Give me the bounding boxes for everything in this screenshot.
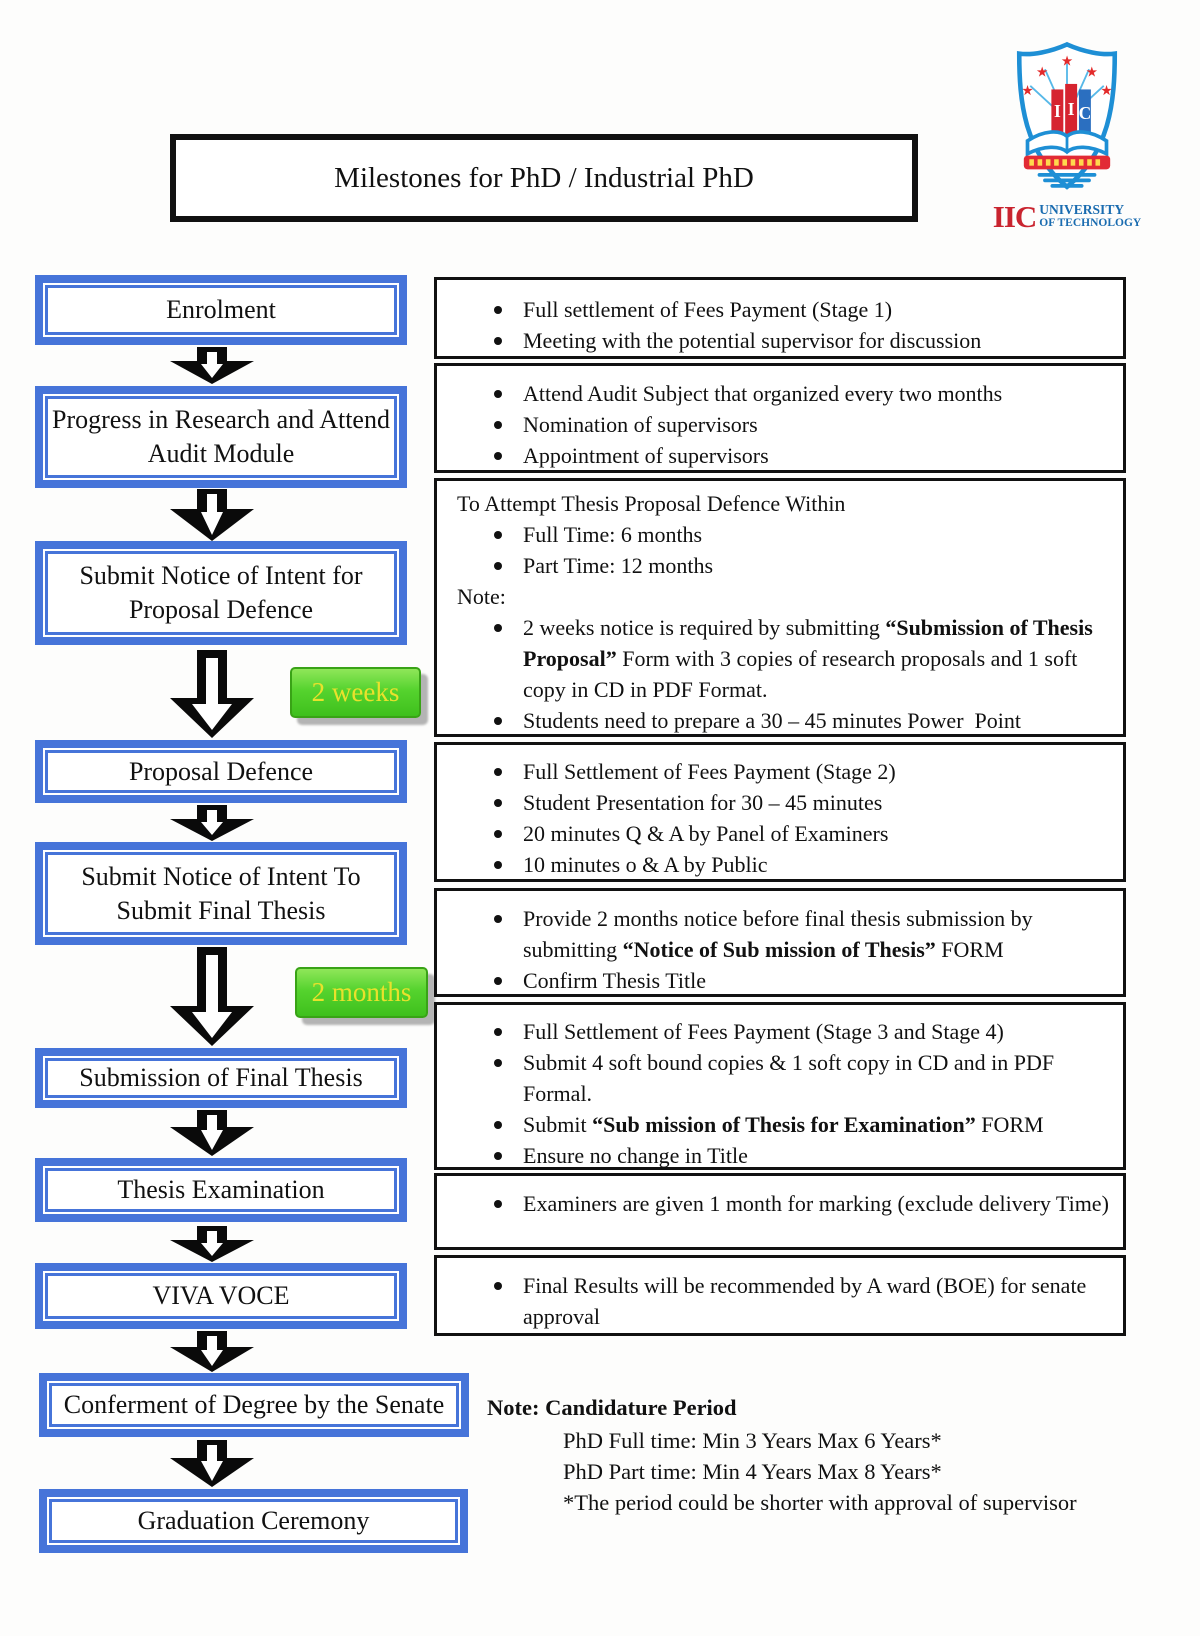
bullet-item: Submit “Sub mission of Thesis for Examination” FORM xyxy=(437,1109,1123,1140)
banner-script xyxy=(1029,159,1100,165)
duration-label-2-months xyxy=(295,967,428,1018)
step-label: VIVA VOCE xyxy=(152,1281,290,1311)
university-logo xyxy=(992,38,1142,234)
candidature-note-line: PhD Full time: Min 3 Years Max 6 Years* xyxy=(563,1428,942,1453)
bullet-item: 10 minutes o & A by Public xyxy=(437,849,1123,880)
step-conferment xyxy=(39,1373,469,1437)
bullet-item: Full settlement of Fees Payment (Stage 1) xyxy=(437,294,1123,325)
svg-text:★: ★ xyxy=(1060,53,1074,70)
step-label: Proposal Defence xyxy=(128,756,314,786)
step-progress-audit xyxy=(35,386,407,488)
logo-abbr: IIC xyxy=(992,199,1037,234)
bullet-item: Final Results will be recommended by A ward (BOE) for senate approval xyxy=(437,1270,1123,1332)
detail-box-progress-audit xyxy=(434,363,1126,473)
bullet-item: Full Time: 6 months xyxy=(437,519,1123,550)
svg-text:★: ★ xyxy=(1100,82,1113,99)
iic-letter-2: I xyxy=(1067,99,1075,120)
logo-name-line2: OF TECHNOLOGY xyxy=(1039,217,1142,229)
detail-box-proposal-defence xyxy=(434,742,1126,882)
flow-arrow-icon xyxy=(170,805,254,841)
step-graduation xyxy=(39,1489,468,1553)
step-enrolment xyxy=(35,275,407,345)
bullet-item: Appointment of supervisors xyxy=(437,440,1123,471)
step-notice-final-thesis xyxy=(35,842,407,945)
lead-text: Note: xyxy=(457,584,506,609)
duration-text: 2 months xyxy=(311,977,412,1007)
bullet-item: Attend Audit Subject that organized every two months xyxy=(437,378,1123,409)
waves xyxy=(1038,173,1097,188)
iic-letter-1: I xyxy=(1053,101,1061,121)
detail-box-enrolment xyxy=(434,277,1126,359)
detail-box-thesis-examination xyxy=(434,1173,1126,1250)
bullet-item: Part Time: 12 months xyxy=(437,550,1123,581)
svg-text:★: ★ xyxy=(1021,82,1034,99)
lead-text: To Attempt Thesis Proposal Defence Within xyxy=(457,491,846,516)
iic-letter-3: C xyxy=(1078,102,1092,123)
page-title: Milestones for PhD / Industrial PhD xyxy=(334,161,754,194)
candidature-note-line: PhD Part time: Min 4 Years Max 8 Years* xyxy=(563,1459,942,1484)
duration-text: 2 weeks xyxy=(311,677,400,707)
flow-arrow-icon xyxy=(170,947,254,1046)
step-label: Submit Notice of Intent To Submit Final Thesis xyxy=(81,861,361,925)
step-submission-final-thesis xyxy=(35,1048,407,1108)
detail-box-viva-voce xyxy=(434,1255,1126,1336)
bullet-item: 2 weeks notice is required by submitting “Submission of Thesis Proposal” Form with 3 copies of research proposals and 1 soft copy in CD in PDF Format. xyxy=(437,612,1123,705)
flow-arrow-icon xyxy=(170,1226,254,1262)
candidature-note-line: *The period could be shorter with approval of supervisor xyxy=(563,1490,1077,1515)
bullet-item: Ensure no change in Title xyxy=(437,1140,1123,1170)
candidature-note-heading: Note: Candidature Period xyxy=(487,1395,737,1420)
bullet-item: Nomination of supervisors xyxy=(437,409,1123,440)
step-label: Submit Notice of Intent for Proposal Defence xyxy=(79,561,363,624)
step-label: Enrolment xyxy=(166,295,276,325)
step-proposal-defence xyxy=(35,740,407,803)
bullet-item: Submit 4 soft bound copies & 1 soft copy in CD and in PDF Formal. xyxy=(437,1047,1123,1109)
svg-text:★: ★ xyxy=(1085,64,1098,81)
logo-name-line1: UNIVERSITY xyxy=(1039,202,1125,217)
step-label: Graduation Ceremony xyxy=(137,1506,370,1536)
step-label: Submission of Final Thesis xyxy=(79,1063,363,1093)
duration-label-2-weeks xyxy=(290,667,421,718)
bullet-item: Full Settlement of Fees Payment (Stage 3 and Stage 4) xyxy=(437,1016,1123,1047)
flow-arrow-icon xyxy=(170,347,254,384)
detail-box-final-thesis-submission xyxy=(434,1002,1126,1170)
bullet-item: Confirm Thesis Title xyxy=(437,965,1123,996)
bullet-item: Students need to prepare a 30 – 45 minutes Power Point xyxy=(437,705,1123,736)
flow-arrow-icon xyxy=(170,1440,254,1487)
detail-box-proposal-notice xyxy=(434,478,1126,737)
step-notice-proposal-defence xyxy=(35,541,407,645)
step-thesis-examination xyxy=(35,1158,407,1222)
step-viva-voce xyxy=(35,1263,407,1329)
step-label: Conferment of Degree by the Senate xyxy=(63,1390,445,1420)
bullet-item: Examiners are given 1 month for marking (exclude delivery Time) xyxy=(437,1188,1123,1219)
bullet-item: 20 minutes Q & A by Panel of Examiners xyxy=(437,818,1123,849)
flow-arrow-icon xyxy=(170,650,254,738)
detail-box-final-thesis-notice xyxy=(434,888,1126,997)
bullet-item: Student Presentation for 30 – 45 minutes xyxy=(437,787,1123,818)
step-label: Thesis Examination xyxy=(117,1175,325,1205)
shield-logo-icon xyxy=(996,38,1138,196)
flow-arrow-icon xyxy=(170,489,254,541)
bullet-item: Full Settlement of Fees Payment (Stage 2) xyxy=(437,756,1123,787)
flow-arrow-icon xyxy=(170,1110,254,1156)
flow-arrow-icon xyxy=(170,1331,254,1372)
candidature-note xyxy=(487,1392,1147,1518)
title-box xyxy=(170,134,918,222)
bullet-item: Meeting with the potential supervisor for discussion xyxy=(437,325,1123,356)
step-label: Progress in Research and Attend Audit Module xyxy=(52,405,390,468)
svg-text:★: ★ xyxy=(1036,64,1049,81)
bullet-item: Provide 2 months notice before final thesis submission by submitting “Notice of Sub mission of Thesis” FORM xyxy=(437,903,1123,965)
logo-wordmark xyxy=(992,199,1142,234)
